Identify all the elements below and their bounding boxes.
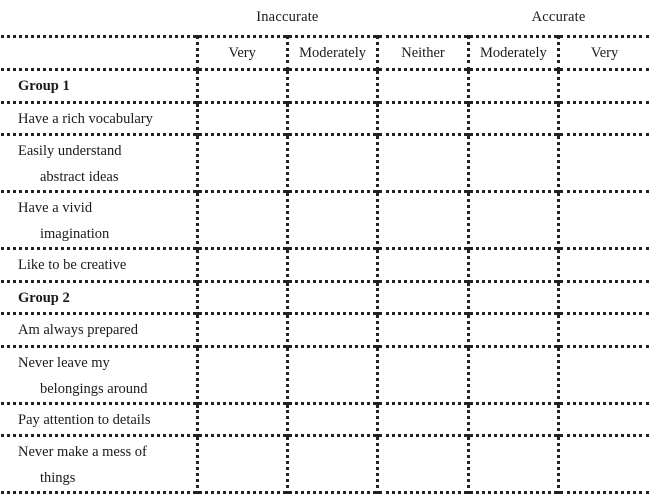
response-cell-moderately-inaccurate[interactable] [287,436,377,493]
response-cell-neither[interactable] [378,102,468,135]
item-statement [1,314,197,347]
response-cell-very-accurate[interactable] [559,346,649,403]
response-cell-very-inaccurate[interactable] [197,436,287,493]
response-cell-moderately-accurate[interactable] [468,314,558,347]
response-cell-moderately-inaccurate[interactable] [287,249,377,282]
response-cell-moderately-accurate[interactable] [468,249,558,282]
item-statement [1,346,197,403]
rating-rows [1,70,649,493]
response-cell-very-inaccurate [197,281,287,314]
response-cell-neither [378,70,468,103]
response-cell-very-accurate[interactable] [559,135,649,192]
header-blank-cell [1,0,197,37]
group-title [1,281,197,314]
group-title-text: Group 2 [18,289,70,306]
response-cell-neither[interactable] [378,314,468,347]
response-cell-neither[interactable] [378,192,468,249]
response-cell-neither[interactable] [378,135,468,192]
item-statement-text: Like to be creative [18,257,127,273]
response-cell-very-accurate[interactable] [559,249,649,282]
response-cell-very-accurate[interactable] [559,314,649,347]
item-statement-text: Have a vivid [18,200,93,216]
header-accurate-label: Accurate [531,9,586,25]
response-cell-very-inaccurate[interactable] [197,346,287,403]
item-statement [1,102,197,135]
response-cell-moderately-accurate[interactable] [468,403,558,436]
response-cell-moderately-inaccurate[interactable] [287,135,377,192]
response-cell-moderately-accurate[interactable] [468,346,558,403]
item-statement-continuation: belongings around [40,380,148,397]
item-statement [1,135,197,192]
response-cell-moderately-accurate[interactable] [468,135,558,192]
option-moderately-accurate: Moderately [468,37,558,70]
response-cell-very-inaccurate[interactable] [197,135,287,192]
response-cell-moderately-inaccurate [287,70,377,103]
response-cell-very-inaccurate[interactable] [197,249,287,282]
response-cell-very-accurate[interactable] [559,102,649,135]
table-row [1,192,649,249]
response-cell-moderately-accurate[interactable] [468,436,558,493]
item-statement-text: Never make a mess of [18,444,147,460]
option-very-accurate: Very [590,45,619,61]
option-neither: Neither [378,37,468,70]
response-cell-moderately-accurate[interactable] [468,102,558,135]
item-statement [1,249,197,282]
item-statement-continuation: things [40,470,76,486]
option-moderately-inaccurate: Moderately [287,37,377,70]
item-statement-text: Easily understand [18,143,122,159]
response-cell-neither[interactable] [378,249,468,282]
response-cell-very-inaccurate[interactable] [197,192,287,249]
response-cell-moderately-inaccurate[interactable] [287,346,377,403]
group-title [1,70,197,103]
response-cell-neither[interactable] [378,346,468,403]
response-cell-neither[interactable] [378,403,468,436]
response-cell-very-accurate[interactable] [559,192,649,249]
response-cell-neither [378,281,468,314]
item-statement [1,403,197,436]
response-cell-very-accurate[interactable] [559,436,649,493]
response-cell-very-inaccurate[interactable] [197,403,287,436]
response-cell-moderately-inaccurate[interactable] [287,102,377,135]
table-row [1,403,649,436]
group-header-row [1,70,649,103]
item-statement [1,436,197,493]
rating-table [1,0,649,494]
response-cell-moderately-accurate [468,281,558,314]
response-cell-moderately-accurate [468,70,558,103]
response-cell-moderately-accurate[interactable] [468,192,558,249]
header-item-column [1,37,197,70]
item-statement-text: Pay attention to details [18,411,151,428]
group-title-text: Group 1 [18,78,70,94]
response-cell-very-inaccurate[interactable] [197,102,287,135]
item-statement [1,192,197,249]
table-row [1,102,649,135]
response-cell-very-inaccurate [197,70,287,103]
table-row [1,249,649,282]
response-cell-very-accurate [559,70,649,103]
response-cell-very-accurate [559,281,649,314]
table-row [1,314,649,347]
response-cell-moderately-inaccurate[interactable] [287,403,377,436]
header-options-row [1,37,649,70]
table-row [1,135,649,192]
response-cell-very-accurate[interactable] [559,403,649,436]
item-statement-text: Am always prepared [18,322,138,338]
option-very-inaccurate: Very [197,37,287,70]
response-cell-moderately-inaccurate [287,281,377,314]
group-header-row [1,281,649,314]
item-statement-continuation: abstract ideas [40,169,119,185]
response-cell-neither[interactable] [378,436,468,493]
header-inaccurate-label: Inaccurate [256,9,319,25]
item-statement-continuation: imagination [40,226,110,242]
table-row [1,436,649,493]
item-statement-text: Have a rich vocabulary [18,110,153,127]
header-blank-cell [378,0,468,37]
table-row [1,346,649,403]
response-cell-moderately-inaccurate[interactable] [287,314,377,347]
response-cell-very-inaccurate[interactable] [197,314,287,347]
response-cell-moderately-inaccurate[interactable] [287,192,377,249]
item-statement-text: Never leave my [18,354,110,371]
header-group-row [1,0,649,37]
